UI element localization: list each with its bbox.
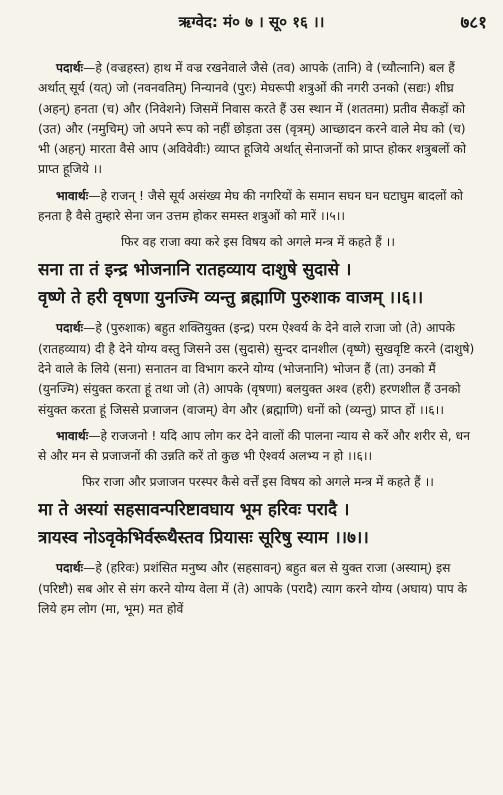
running-head: ऋग्वेद: मं० ७ । सू० १६ ।। xyxy=(178,13,325,31)
paragraph-text: —हे राजन् ! जैसे सूर्य असंख्य मेघ की नगरियों के समान सघन घन घटाघुम बादलों को हनता है वैसे तुम्हारे सेना जन उत्तम होकर समस्त शत्रुओं को मारें ।।५।। xyxy=(38,188,463,224)
page-body xyxy=(38,58,478,625)
mantra-intro: फिर राजा और प्रजाजन परस्पर कैसे वर्त्तें इस विषय को अगले मन्त्र में कहते हैं ।। xyxy=(82,475,434,490)
mantra-verse xyxy=(38,256,478,312)
paragraph-text: —हे (पुरुशाक) बहुत शक्तियुक्त (इन्द्र) परम ऐश्वर्य के देने वाले राजा जो (ते) आपके (रातहव्याय) दी है देने योग्य वस्तु जिसने उस (सुदासे) सुन्दर दानशील (वृष्णे) सुखवृष्टि करने (दाशुषे) देने वाले के लिये (सना) सनातन वा विभाग करने योग्य (भोजनानि) भोजन हैं (ता) उनको मैं (युनज्मि) संयुक्त करता हूं तथा जो (ते) आपके (वृषणा) बलयुक्त अश्व (हरी) हरणशील हैं उनको संयुक्त करता हूं जिससे प्रजाजन (वाजम्) वेग और (ब्रह्माणि) धनों को (व्यन्तु) प्राप्त हों ।।६।। xyxy=(38,321,475,417)
word-meaning-paragraph xyxy=(38,558,478,619)
paragraph-text: —हे (हरिवः) प्रशंसित मनुष्य और (सहसावन्) बहुत बल से युक्त राजा (अस्याम्) इस (परिष्टौ) सब ओर से संग करने योग्य वेला में (ते) आपके (परादै) त्याग करने योग्य (अघाय) पाप के लिये हम लोग (मा, भूम) मत होवें xyxy=(38,561,468,617)
mantra-line: वृष्णे ते हरी वृषणा युनज्मि व्यन्तु ब्रह्माणि पुरुशाक वाजम् ।।६।। xyxy=(38,288,424,309)
purport-paragraph xyxy=(38,426,478,467)
paragraph-label: पदार्थः xyxy=(56,61,84,75)
mantra-verse xyxy=(38,496,478,552)
word-meaning-paragraph xyxy=(38,318,478,419)
paragraph-label: भावार्थः xyxy=(56,428,89,443)
paragraph-text: —हे (वज्रहस्त) हाथ में वज्र रखनेवाले जैसे (तव) आपके (तानि) वे (च्यौत्नानि) बल हैं अर्थात् सूर्य (यत्) जो (नवनवतिम्) निन्यानवे (पुरः) मेघरूपी शत्रुओं की नगरी उनको (सद्यः) शीघ्र (अहन्) हनता (च) और (निवेशने) जिसमें निवास करते हैं उस स्थान में (शततमा) प्रतीव सैकड़ों को (उत) और (नमुचिम्) जो अपने रूप को नहीं छोड़ता उस (वृत्रम्) आच्छादन करने वाले मेघ को (च) भी (अहन्) मारता वैसे आप (अविवेवीः) व्याप्त हूजिये अर्थात् सेनाजनों को प्राप्त होकर शत्रुबलों को प्राप्त हूजिये ।। xyxy=(38,61,467,177)
paragraph-label: पदार्थः xyxy=(56,561,84,576)
page-number: ७८१ xyxy=(460,13,487,33)
mantra-intro: फिर वह राजा क्या करे इस विषय को अगले मन्त्र में कहते हैं ।। xyxy=(121,235,395,250)
purport-paragraph xyxy=(38,186,478,227)
paragraph-label: भावार्थः xyxy=(56,188,89,203)
mantra-line: सना ता तं इन्द्र भोजनानि रातहव्याय दाशुषे सुदासे । xyxy=(38,260,352,281)
mantra-line: त्रायस्व नोऽवृकेभिर्वरूथैस्तव प्रियासः सूरिषु स्याम ।।७।। xyxy=(38,528,369,549)
page-header xyxy=(0,10,503,34)
word-meaning-paragraph xyxy=(38,58,478,180)
mantra-line: मा ते अस्यां सहसावन्परिष्टावघाय भूम हरिवः परादै । xyxy=(38,500,350,521)
paragraph-text: —हे राजजनो ! यदि आप लोग कर देने वालों की पालना न्याय से करें और शरीर से, धन से और मन से प्रजाजनों की उन्नति करें तो कुछ भी ऐश्वर्य अलभ्य न हो ।।६।। xyxy=(38,428,470,464)
paragraph-label: पदार्थः xyxy=(56,321,84,336)
